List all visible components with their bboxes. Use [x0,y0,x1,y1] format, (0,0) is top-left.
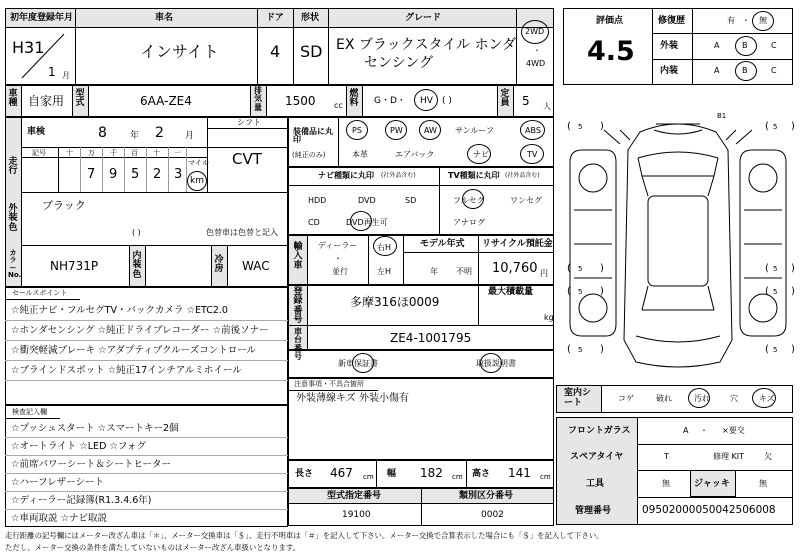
model-label: 型式 [75,89,85,109]
fuel-label: 燃料 [349,89,359,109]
fuel-value: G・D・ [374,96,406,106]
length-unit: cm [363,473,374,481]
color-no-value: NH731P [50,259,99,273]
mileage-mile: マイル [188,159,209,167]
mileage-digit-3: 5 [131,167,140,182]
height-value: 141 [508,466,531,480]
tv-fullseg: フルセグ [453,196,485,205]
width-value: 182 [420,466,443,480]
shape-label: 形状 [301,13,320,23]
model-year-label: モデル年式 [420,239,465,249]
type-no-label: 型式指定番号 [327,491,382,501]
repair-label: 修復歴 [658,16,686,26]
shift-label: シフト [237,118,261,127]
length-value: 467 [330,466,353,480]
spare-ketsu: 欠 [764,452,772,461]
class-no-value: 0002 [481,510,504,520]
drive-2wd: 2WD [525,27,545,36]
model-value: 6AA-ZE4 [140,94,192,108]
equip-navi: ナビ [473,150,489,159]
equip-abs: ABS [525,126,541,135]
inspect-line-2: ☆オートライト ☆LED ☆フォグ [11,441,146,452]
fuel-other: ( ) [442,96,452,106]
int-c: C [771,66,777,75]
mileage-kigou: 記号 [32,149,46,157]
diagram-s5-tl: 5 [578,123,583,131]
mileage-hdr-hyaku: 百 [131,149,138,157]
equip-ps: PS [352,126,362,135]
inspect-line-3: ☆前席パワーシート＆シートヒーター [11,459,171,470]
tv-fullseg-circle [462,189,484,209]
color-no-label: カラーNo. [8,249,22,280]
first-reg-era: H31 [12,38,45,57]
diagram-paren-tl-r: ) [600,121,604,132]
ext-a: A [714,41,720,50]
equip-tv-circle [520,144,544,164]
diagram-paren-br-r: ) [791,286,795,297]
navi-type-label: ナビ種類に丸印 [318,171,374,180]
max-load-kg: kg [544,313,554,322]
class-no-label: 類別区分番号 [459,491,514,501]
notes-label: 注意事項・不具合箇所 [294,380,364,388]
color-paren: ( ) [132,228,141,237]
footer-line-2: ただし、メーター交換の条件を満たしていないものはメーター改ざん車扱いとなります。 [5,543,301,552]
sales-line-4: ☆ブラインドスポット ☆純正17インチアルミホイール [11,365,242,376]
drive-2wd-circle [521,20,549,44]
ext-label: 外装 [660,41,679,51]
fuel-hv-circle [414,89,438,111]
diagram-s5-mr: 5 [773,265,778,273]
score-value: 4.5 [587,36,635,67]
inspect-line-5: ☆ディーラー記録簿(R1.3.4.6年) [11,495,152,506]
width-label: 幅 [387,469,397,479]
spare-t: T [664,452,669,461]
inspect-line-1: ☆プッシュスタート ☆スマートキー2個 [11,423,179,434]
diagram-s5-bl2: 5 [578,346,583,354]
equip-aw: AW [424,126,437,135]
shift-value: CVT [232,150,262,168]
equip-airbag: エアバック [395,150,435,159]
use-value: 自家用 [28,94,65,108]
diagram-paren-br2: ( [765,344,769,355]
color-label: 外装色 [8,204,18,233]
first-reg-month-unit: 月 [62,71,70,80]
inspect-label: 検査記入欄 [12,408,47,416]
recycle-label: リサイクル預託金 [482,239,553,249]
import-label: 輸入車 [293,242,303,271]
car-name: インサイト [140,42,219,61]
body-shape: SD [300,42,323,61]
int-a: A [714,66,720,75]
mileage-digit-4: 2 [153,167,162,182]
name-label: 車名 [155,13,174,23]
import-parallel: 並行 [332,267,348,276]
disp-label: 排気量 [254,86,262,112]
ext-b-circle [735,36,757,56]
jack-label: ジャッキ [694,479,730,489]
seat-ana: 穴 [730,394,738,403]
repair-no: 無 [759,16,767,25]
diagram-paren-bl: ( [567,286,571,297]
tools-none: 無 [662,479,670,488]
registration-value: 多摩316ほ0009 [350,295,440,309]
mileage-hdr-ichi: 一 [174,149,181,157]
import-dot: ・ [334,254,342,263]
equip-pw: PW [390,126,403,135]
height-unit: cm [540,473,551,481]
equip-pw-circle [385,120,407,140]
width-unit: cm [452,473,463,481]
mileage-hdr-man: 万 [88,149,95,157]
car-diagram [560,110,796,378]
score-label: 評価点 [596,16,624,26]
diagram-paren-bl2: ( [567,344,571,355]
mileage-km-circle [187,171,207,191]
navi-cd: CD [308,218,320,227]
interior-seat-label: 室内シート [564,388,592,408]
equip-ps-circle [346,120,368,140]
int-b-circle [735,61,757,81]
grade-label: グレード [405,13,442,23]
jack-none: 無 [759,479,767,488]
cap-label: 定員 [500,89,510,109]
equip-navi-circle [467,144,491,164]
drive-4wd: 4WD [526,59,546,68]
interior-label: 内装色 [132,251,142,280]
model-year-unknown: 不明 [456,267,472,276]
inspection-month-unit: 月 [185,131,195,141]
diagram-paren-tr: ( [765,121,769,132]
ac-value: WAC [242,259,270,273]
seat-kizu: キズ [759,394,775,403]
equip-sunroof: サンルーフ [455,126,494,135]
mgmt-value: 09502000050042506008 [642,504,776,516]
tools-label: 工具 [586,479,605,489]
diagram-s5-br2: 5 [773,346,778,354]
diagram-paren-tl: ( [567,121,571,132]
footer-line-1: 走行距離の記号欄にはメーター改ざん車は「＊」、メーター交換車は「＄」、走行不明車は「＃」を記入して下さい。メーター交換で合算表示した場合にも「＄」を記入して下さい。 [5,531,604,540]
diagram-paren-ml-r: ) [600,263,604,274]
import-left: 左H [377,267,392,276]
chassis-label: 車台番号 [294,327,302,362]
diagram-b1: B1 [717,112,727,120]
diagram-paren-ml: ( [567,263,571,274]
int-b: B [742,66,748,75]
type-no-value: 19100 [342,510,371,520]
windshield-a: A [683,426,689,435]
grade-line1: EX ブラックスタイル ホンダ [336,37,517,53]
diagram-paren-br2-r: ) [791,344,795,355]
disp-unit: cc [334,101,343,110]
mileage-hdr-ju: 十 [153,149,160,157]
repair-yes: 有 [727,16,735,25]
diagram-s5-ml: 5 [578,265,583,273]
diagram-s5-bl: 5 [578,288,583,296]
mileage-hdr-10: 十 [66,149,73,157]
navi-sd: SD [405,196,417,205]
seat-yabure: 破れ [656,394,672,403]
diagram-paren-bl-r: ) [600,286,604,297]
sales-label: セールスポイント [12,289,68,297]
import-right-circle [373,236,397,256]
spare-kit: 修理 KIT [713,452,745,461]
diagram-paren-tr-r: ) [791,121,795,132]
diagram-s5-tr: 5 [773,123,778,131]
length-label: 長さ [295,469,314,479]
ac-label: 冷房 [214,255,224,275]
repair-no-circle [752,11,774,31]
sales-line-1: ☆純正ナビ・フルセグTV・バックカメラ ☆ETC2.0 [11,305,228,316]
use-label: 車種 [8,89,18,109]
mileage-digit-5: 3 [174,167,183,182]
cap-unit: 人 [543,102,551,111]
equipment-label-sub: (純正のみ) [292,151,326,159]
windshield-label: フロントガラス [568,426,631,436]
tv-type-label: TV種類に丸印 [448,171,500,180]
inspection-year: 8 [98,125,107,141]
import-right: 右H [377,243,392,252]
tv-type-sub: (社外品含む) [505,172,540,179]
import-dealer: ディーラー [318,241,358,250]
diagram-s5-br: 5 [773,288,778,296]
spare-label: スペアタイヤ [570,452,624,462]
inspect-line-4: ☆ハーフレザーシート [11,477,104,488]
windshield-dot: ・ [700,426,708,435]
equipment-label: 装備品に丸印 [293,127,333,144]
diagram-paren-mr-r: ) [791,263,795,274]
navi-dvd-play: DVD再生可 [346,218,388,227]
navi-dvd-play-circle [350,211,372,231]
first-reg-month: 1 [48,65,56,79]
equip-aw-circle [419,120,441,140]
registration-label: 登録番号 [293,287,303,326]
new-warranty-circle [352,353,374,373]
mileage-digit-2: 9 [109,167,118,182]
diagram-paren-bl2-r: ) [600,344,604,355]
ext-b: B [742,41,748,50]
disp-value: 1500 [285,94,316,108]
door-count: 4 [270,42,281,61]
equip-tv: TV [527,150,538,159]
manual-circle [480,353,502,373]
sales-line-3: ☆衝突軽減ブレーキ ☆アダプティブクルーズコントロール [11,345,257,356]
ext-c: C [771,41,777,50]
repair-dot: ・ [742,16,750,25]
inspection-label: 車検 [27,127,46,137]
color-note: 色替車は色替と記入 [206,228,278,237]
fuel-hv: HV [420,96,433,106]
sales-line-2: ☆ホンダセンシング ☆純正ドライブレコーダー ☆前後ソナー [11,325,269,336]
cap-value: 5 [522,94,530,108]
mileage-hdr-sen: 千 [110,149,117,157]
mileage-label: 走行 [8,157,18,177]
int-label: 内装 [660,66,679,76]
inspection-year-unit: 年 [130,131,140,141]
new-warranty: 新車保証書 [338,359,378,368]
manual: 取扱説明書 [476,359,516,368]
seat-koge: コゲ [618,394,634,403]
navi-dvd: DVD [358,196,376,205]
door-label: ドア [266,13,284,23]
max-load-label: 最大積載量 [488,287,534,297]
model-year-year: 年 [430,267,438,276]
inspect-line-6: ☆車両取説 ☆ナビ取説 [11,513,108,524]
inspection-month: 2 [155,125,164,141]
mileage-digit-1: 7 [87,167,96,182]
year-label: 初年度登録年月 [10,13,74,23]
seat-kizu-circle [752,388,776,408]
seat-yogore-circle [688,388,710,408]
navi-hdd: HDD [308,196,327,205]
equip-leather: 本革 [352,150,368,159]
windshield-replace: ×要交 [722,426,745,435]
equip-abs-circle [520,120,545,140]
seat-yogore: 汚れ [694,394,710,403]
chassis-value: ZE4-1001795 [390,331,472,345]
color-value: ブラック [42,199,86,212]
tv-oneseg: ワンセグ [510,196,542,205]
height-label: 高さ [472,469,491,479]
navi-type-sub: (社外品含む) [381,172,416,179]
mgmt-label: 管理番号 [575,506,612,516]
tv-analog: アナログ [453,218,485,227]
recycle-unit: 円 [540,269,548,278]
grade-line2: センシング [364,55,434,71]
mileage-km: km [190,176,204,186]
recycle-value: 10,760 [492,261,538,276]
drive-dot: ・ [533,46,541,55]
diagram-paren-mr: ( [765,263,769,274]
diagram-paren-br: ( [765,286,769,297]
notes-value: 外装薄線キズ 外装小傷有 [296,393,409,404]
